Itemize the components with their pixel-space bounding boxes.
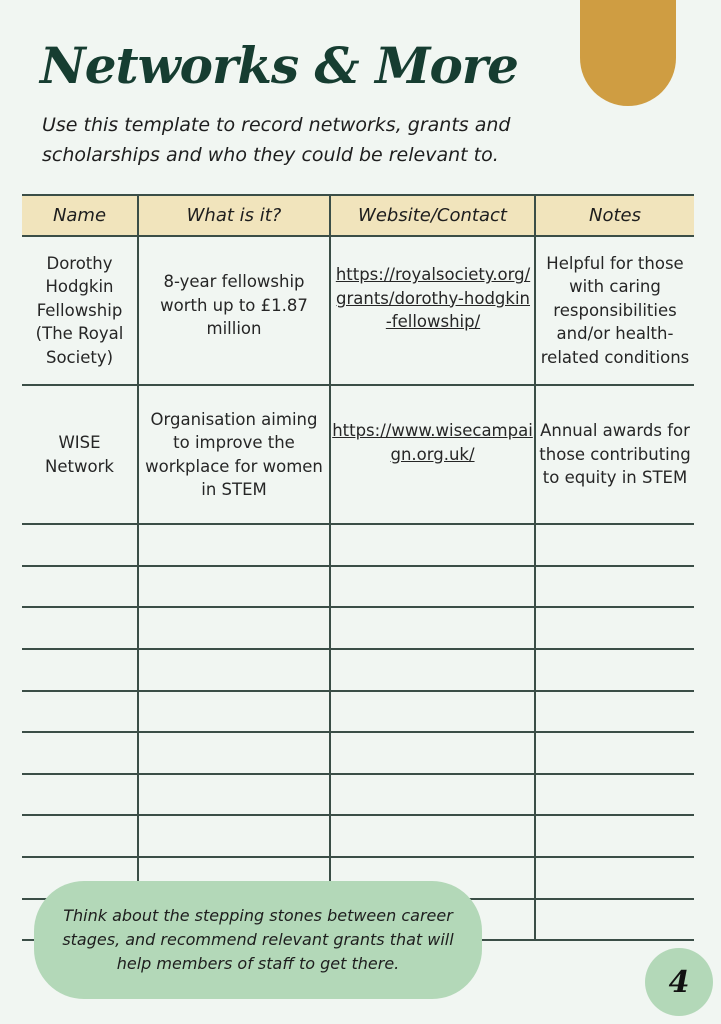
row1-notes: Helpful for those with caring responsibilities and/or health-related conditions xyxy=(540,253,690,367)
table-column-divider xyxy=(137,194,139,899)
row1-name: Dorothy Hodgkin Fellowship (The Royal Society) xyxy=(35,253,124,367)
table-column-divider xyxy=(329,194,331,899)
page-title: Networks & More xyxy=(40,36,518,95)
table-line xyxy=(22,648,694,650)
row1-website xyxy=(334,237,532,384)
table-line xyxy=(22,814,694,816)
row2-what: Organisation aiming to improve the workplace for women in STEM xyxy=(145,409,323,499)
header-what-is-it: What is it? xyxy=(186,205,282,226)
row2-website-link[interactable]: https://www.wisecampaign.org.uk/ xyxy=(332,421,533,464)
intro-text: Use this template to record networks, grants and scholarships and who they could be relevant to. xyxy=(42,114,511,166)
header-website-contact: Website/Contact xyxy=(358,205,507,226)
row2-website xyxy=(332,386,533,523)
row2-name: WISE Network xyxy=(45,433,114,476)
table-line xyxy=(22,606,694,608)
row2-notes: Annual awards for those contributing to equity in STEM xyxy=(539,421,691,488)
row1-what: 8-year fellowship worth up to £1.87 million xyxy=(160,272,308,339)
table-line xyxy=(22,731,694,733)
header-name: Name xyxy=(52,205,107,226)
table-line xyxy=(22,523,694,525)
page-number-badge xyxy=(645,948,713,1016)
tip-text: Think about the stepping stones between career stages, and recommend relevant grants that will help members of staff to get there. xyxy=(62,906,454,973)
table-line xyxy=(22,856,694,858)
table-line xyxy=(22,773,694,775)
row1-website-link[interactable]: https://royalsociety.org/grants/dorothy-hodgkin-fellowship/ xyxy=(335,265,531,332)
table-line xyxy=(22,565,694,567)
tip-callout xyxy=(34,881,482,999)
page-number: 4 xyxy=(668,964,690,1000)
header-notes: Notes xyxy=(589,205,641,226)
table-line xyxy=(22,690,694,692)
